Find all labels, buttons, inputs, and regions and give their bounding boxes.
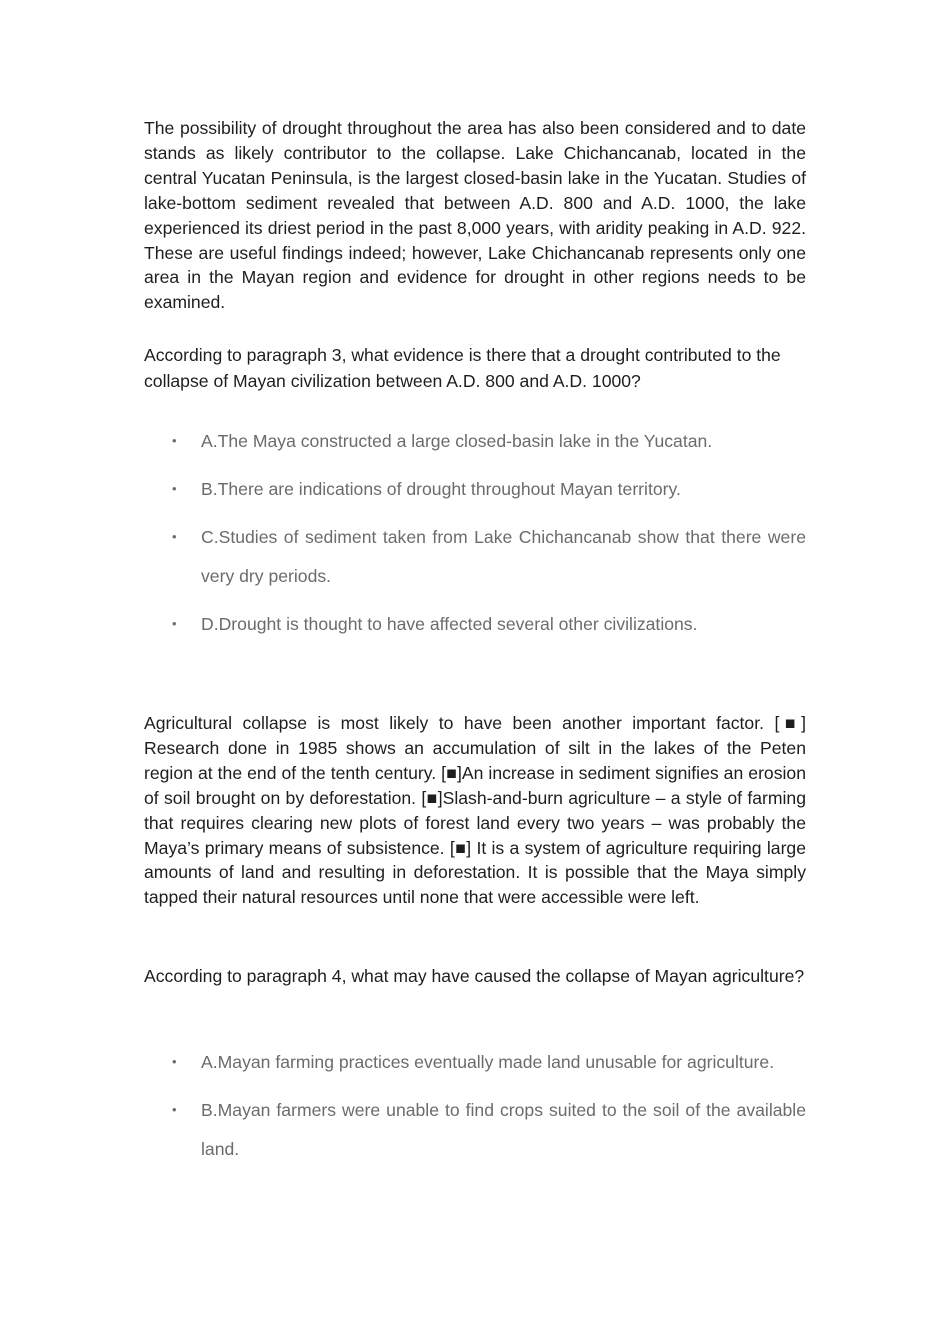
bullet-icon: • xyxy=(172,433,177,448)
paragraph-3: The possibility of drought throughout the area has also been considered and to date stands as likely contributor to the collapse. Lake Chichancanab, located in the central Yucatan Peninsula, is the largest closed-basin lake in the Yucatan. Studies of lake-bottom sediment revealed that between A.D. 800 and A.D. 1000, the lake experienced its driest period in the past 8,000 years, with aridity peaking in A.D. 922. These are useful findings indeed; however, Lake Chichancanab represents only one area in the Mayan region and evidence for drought in other regions needs to be examined. xyxy=(144,118,806,313)
option-label: B.There are indications of drought throughout Mayan territory. xyxy=(201,479,681,499)
option-label: B.Mayan farmers were unable to find crops suited to the soil of the available land. xyxy=(201,1100,806,1159)
bullet-icon: • xyxy=(172,615,177,631)
paragraph-4: Agricultural collapse is most likely to have been another important factor. [■] Research done in 1985 shows an accumulation of silt in the lakes of the Peten region at the end of the tenth century. [■]An increase in sediment signifies an erosion of soil brought on by deforestation. [■]Slash-and-burn agriculture – a style of farming that requires clearing new plots of forest land every two years – was probably the Maya’s primary means of subsistence. [■] It is a system of agriculture requiring large amounts of land and resulting in deforestation. It is possible that the Maya simply tapped their natural resources until none that were accessible were left. xyxy=(144,713,806,908)
option-1d[interactable] xyxy=(144,605,806,644)
question-1-text: According to paragraph 3, what evidence is there that a drought contributed to the collapse of Mayan civilization between A.D. 800 and A.D. 1000? xyxy=(144,345,781,391)
bullet-icon: • xyxy=(172,1102,177,1117)
option-label: C.Studies of sediment taken from Lake Chichancanab show that there were very dry periods. xyxy=(201,527,806,586)
bullet-icon: • xyxy=(172,481,177,496)
option-1c[interactable] xyxy=(144,518,806,595)
option-2a[interactable] xyxy=(144,1043,806,1082)
option-label: A.Mayan farming practices eventually made land unusable for agriculture. xyxy=(201,1052,775,1072)
option-2b[interactable] xyxy=(144,1091,806,1168)
option-1b[interactable] xyxy=(144,470,806,509)
bullet-icon: • xyxy=(172,1054,177,1069)
option-label: A.The Maya constructed a large closed-basin lake in the Yucatan. xyxy=(201,431,713,451)
question-2-options xyxy=(144,1043,806,1178)
question-1-options xyxy=(144,422,806,653)
option-1a[interactable] xyxy=(144,422,806,461)
bullet-icon: • xyxy=(172,529,177,544)
question-2-text: According to paragraph 4, what may have caused the collapse of Mayan agriculture? xyxy=(144,966,805,986)
option-label: D.Drought is thought to have affected several other civilizations. xyxy=(201,613,698,634)
